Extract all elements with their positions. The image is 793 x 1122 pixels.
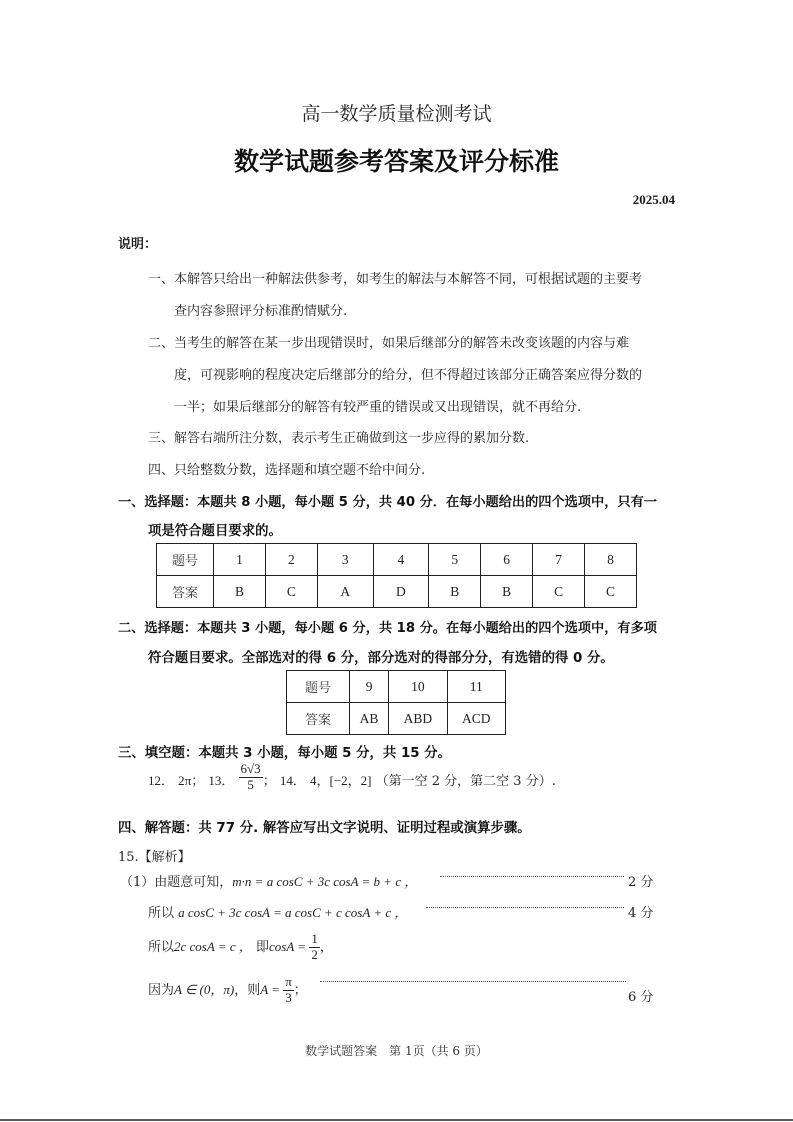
note-1-prefix: 一、 — [148, 272, 175, 287]
question-number-cell: 3 — [317, 544, 373, 576]
section-4-heading: 四、解答题：共 77 分. 解答应写出文字说明、证明过程或演算步骤。 — [118, 821, 531, 836]
table-row-answers — [157, 576, 637, 608]
note-1-line-2: 查内容参照评分标准酌情赋分. — [174, 304, 348, 319]
solution-line-4 — [148, 975, 307, 1006]
question-number-cell: 6 — [481, 544, 533, 576]
fraction-numerator: 6√3 — [240, 761, 261, 776]
question-number-cell: 2 — [265, 544, 317, 576]
question-number-cell: 5 — [429, 544, 481, 576]
note-4-text: 只给整数分数，选择题和填空题不给中间分. — [174, 463, 426, 478]
solution-text: （1）由题意可知， — [120, 875, 233, 890]
note-2-line-2: 度，可视影响的程度决定后继部分的给分，但不得超过该部分正确答案应得分数的 — [174, 368, 643, 383]
note-3-line-1 — [148, 427, 529, 446]
note-1-line-1 — [148, 268, 642, 287]
row-label-question-number: 题号 — [157, 544, 214, 576]
score-leader-dots — [440, 876, 624, 877]
question-number-cell: 7 — [533, 544, 585, 576]
q14-label: 14． — [279, 772, 306, 788]
section-1-heading-cont: 项是符合题目要求的。 — [148, 524, 282, 539]
section-1-answer-table — [156, 543, 637, 608]
note-1-text: 本解答只给出一种解法供参考，如考生的解法与本解答不同，可根据试题的主要考 — [174, 272, 643, 287]
q15-label: 15.【解析】 — [118, 850, 191, 865]
separator: ； — [262, 773, 276, 789]
exam-date: 2025.04 — [632, 192, 675, 207]
solution-formula: m·n = a cosC + 3c cosA = b + c ， — [232, 874, 418, 889]
table-row-questions — [287, 671, 506, 703]
table-row-questions — [157, 544, 637, 576]
answer-cell: B — [481, 576, 533, 608]
note-2-line-1 — [148, 332, 629, 351]
solution-text: ， — [319, 939, 333, 955]
answer-cell: C — [585, 576, 637, 608]
solution-formula: A = — [260, 981, 284, 997]
question-number-cell: 1 — [214, 544, 266, 576]
solution-line-3 — [148, 932, 333, 963]
solution-text: ，则 — [234, 982, 261, 998]
page-footer: 数学试题答案 第 1页（共 6 页） — [305, 1044, 488, 1058]
table-row-answers — [287, 703, 506, 735]
solution-formula: 2c cosA = c ， — [174, 938, 252, 954]
answer-cell: A — [317, 576, 373, 608]
question-number-cell: 4 — [373, 544, 429, 576]
score-marker: 6 分 — [628, 990, 654, 1005]
page-bottom-border — [0, 1119, 793, 1121]
notes-label: 说明： — [118, 237, 158, 252]
fraction-numerator: π — [285, 974, 292, 989]
solution-fraction — [283, 975, 294, 1006]
note-2-prefix: 二、 — [148, 336, 175, 351]
solution-formula: cosA = — [269, 938, 310, 954]
q13-answer-fraction — [239, 762, 263, 793]
question-number-cell: 11 — [447, 671, 505, 703]
section-2-heading: 二、选择题：本题共 3 小题，每小题 6 分，共 18 分。在每小题给出的四个选项中，有多项 — [118, 621, 657, 636]
solution-formula: A ∈ (0，π) — [174, 981, 235, 997]
note-2-line-3: 一半；如果后继部分的解答有较严重的错误或又出现错误，就不再给分. — [174, 400, 582, 415]
section-2-answer-table — [286, 670, 506, 735]
solution-line-2 — [148, 902, 407, 921]
question-number-cell: 10 — [389, 671, 447, 703]
q14-answer: 4，[−2，2] — [310, 772, 372, 788]
fill-in-answers — [148, 761, 556, 793]
q12-label: 12． — [148, 772, 175, 788]
section-1-heading: 一、选择题：本题共 8 小题，每小题 5 分，共 40 分．在每小题给出的四个选项中，只有一 — [118, 495, 657, 510]
solution-text: 因为 — [148, 982, 175, 998]
fraction-denominator: 3 — [285, 989, 292, 1005]
answer-cell: C — [265, 576, 317, 608]
separator: ； — [191, 773, 205, 789]
score-leader-dots — [426, 907, 624, 908]
row-label-answer: 答案 — [287, 703, 350, 735]
note-3-text: 解答右端所注分数，表示考生正确做到这一步应得的累加分数. — [174, 431, 530, 446]
question-number-cell: 8 — [585, 544, 637, 576]
note-4-prefix: 四、 — [148, 463, 175, 478]
q14-scoring-note: （第一空 2 分，第二空 3 分）. — [375, 773, 556, 789]
note-3-prefix: 三、 — [148, 431, 175, 446]
fraction-denominator: 2 — [311, 946, 318, 962]
answer-cell: ABD — [389, 703, 447, 735]
solution-text: ； — [293, 982, 307, 998]
note-4-line-1 — [148, 459, 425, 478]
row-label-answer: 答案 — [157, 576, 214, 608]
score-leader-dots — [320, 981, 626, 982]
section-2-heading-cont: 符合题目要求。全部选对的得 6 分，部分选对的得部分分，有选错的得 0 分。 — [148, 651, 614, 666]
answer-cell: B — [214, 576, 266, 608]
solution-fraction — [309, 932, 320, 963]
answer-cell: C — [533, 576, 585, 608]
score-marker: 2 分 — [628, 875, 654, 890]
answer-cell: ACD — [447, 703, 505, 735]
answer-cell: AB — [350, 703, 389, 735]
answer-cell: B — [429, 576, 481, 608]
exam-subtitle: 高一数学质量检测考试 — [301, 103, 492, 125]
fraction-denominator: 5 — [247, 776, 254, 792]
question-number-cell: 9 — [350, 671, 389, 703]
score-marker: 4 分 — [628, 906, 654, 921]
answer-cell: D — [373, 576, 429, 608]
solution-line-1 — [120, 871, 417, 890]
solution-text: 所以 — [148, 939, 175, 955]
solution-text: 所以 — [148, 906, 179, 921]
solution-text: 即 — [251, 939, 270, 955]
page-title: 数学试题参考答案及评分标准 — [233, 147, 559, 176]
note-2-text: 当考生的解答在某一步出现错误时，如果后继部分的解答未改变该题的内容与难 — [174, 336, 630, 351]
row-label-question-number: 题号 — [287, 671, 350, 703]
solution-formula: a cosC + 3c cosA = a cosC + c cosA + c ， — [178, 905, 408, 920]
q13-label: 13． — [208, 772, 235, 788]
section-3-heading: 三、填空题：本题共 3 小题，每小题 5 分，共 15 分。 — [118, 746, 452, 761]
fraction-numerator: 1 — [311, 931, 318, 946]
q12-answer: 2π — [178, 772, 192, 788]
